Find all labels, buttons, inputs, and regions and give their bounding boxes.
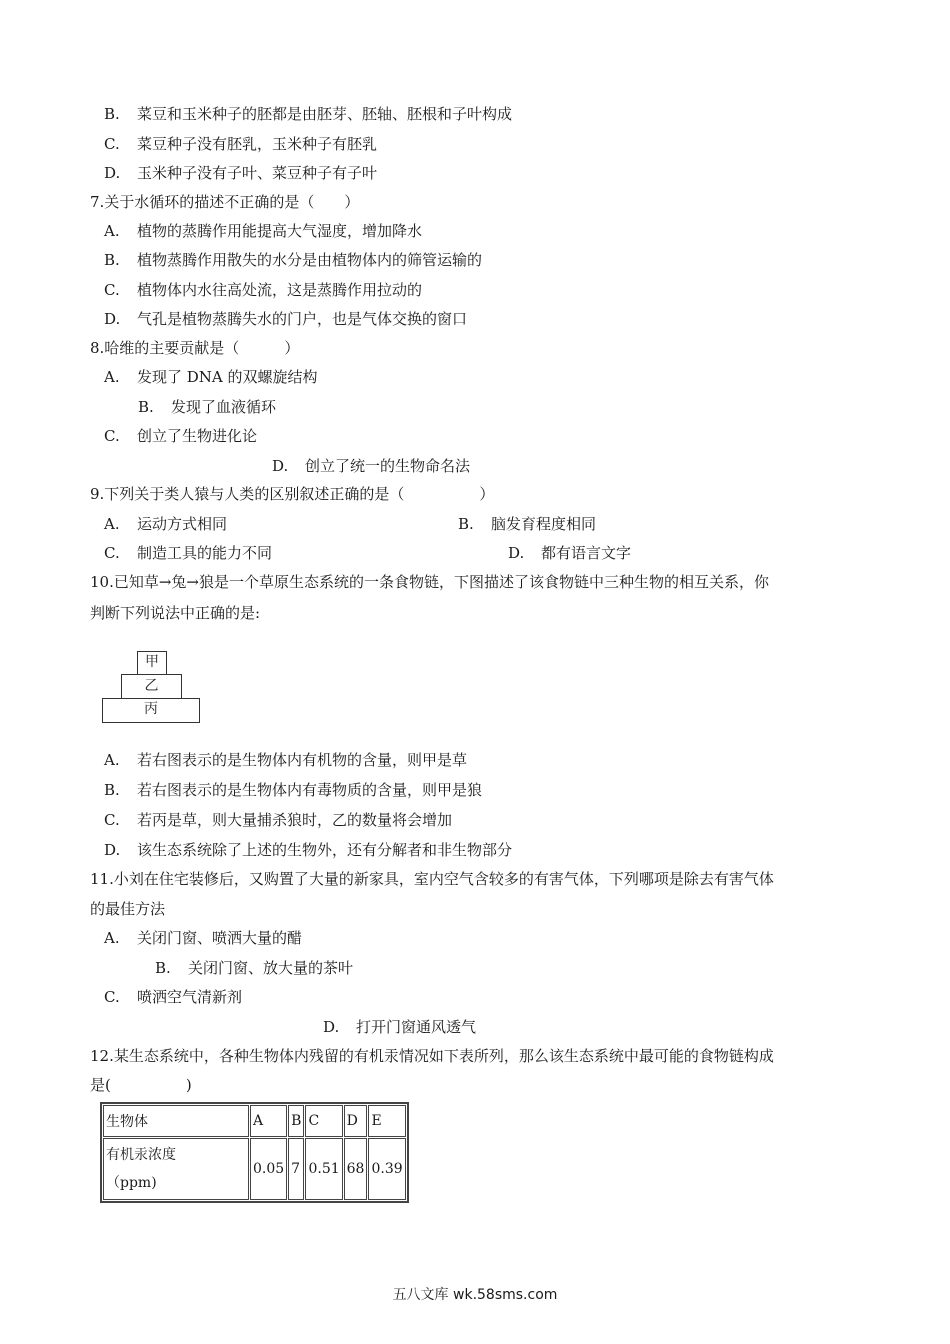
q10-option-d: D. 该生态系统除了上述的生物外，还有分解者和非生物部分 (104, 841, 513, 859)
q7-option-c: C. 植物体内水往高处流，这是蒸腾作用拉动的 (104, 281, 423, 299)
q8-option-c: C. 创立了生物进化论 (104, 427, 258, 445)
q9-option-c: C. 制造工具的能力不同 (104, 544, 273, 562)
q7-option-a: A. 植物的蒸腾作用能提高大气湿度，增加降水 (104, 222, 423, 240)
table-header-b: B (288, 1105, 304, 1137)
table-header-label: 生物体 (103, 1105, 249, 1137)
q9-option-a: A. 运动方式相同 (104, 515, 228, 533)
table-value-e: 0.39 (368, 1138, 405, 1200)
table-header-e: E (368, 1105, 405, 1137)
table-row-label-main: 有机汞浓度 (106, 1147, 176, 1163)
q11-option-c: C. 喷洒空气清新剂 (104, 988, 243, 1006)
table-row (103, 1105, 406, 1137)
q9-stem: 9.下列关于类人猿与人类的区别叙述正确的是（ ） (90, 485, 495, 503)
q10-stem-line1: 10.已知草→兔→狼是一个草原生态系统的一条食物链，下图描述了该食物链中三种生物的相互关系，你 (90, 573, 769, 591)
q11-option-a: A. 关闭门窗、喷洒大量的醋 (104, 929, 303, 947)
q7-option-b: B. 植物蒸腾作用散失的水分是由植物体内的筛管运输的 (104, 251, 483, 269)
pyramid-bottom: 丙 (102, 698, 200, 723)
q10-option-b: B. 若右图表示的是生物体内有毒物质的含量，则甲是狼 (104, 781, 483, 799)
q11-stem-line2: 的最佳方法 (90, 900, 166, 918)
q11-option-d: D. 打开门窗通风透气 (323, 1018, 477, 1036)
q6-option-b: B. 菜豆和玉米种子的胚都是由胚芽、胚轴、胚根和子叶构成 (104, 105, 513, 123)
table-row-label (103, 1138, 249, 1200)
q8-stem: 8.哈维的主要贡献是（ ） (90, 339, 300, 357)
q8-option-d: D. 创立了统一的生物命名法 (272, 457, 471, 475)
q11-option-b: B. 关闭门窗、放大量的茶叶 (155, 959, 354, 977)
table-value-b: 7 (288, 1138, 304, 1200)
footer-watermark: 五八文库 wk.58sms.com (392, 1287, 558, 1303)
pyramid-top: 甲 (137, 651, 167, 675)
q10-option-a: A. 若右图表示的是生物体内有机物的含量，则甲是草 (104, 751, 468, 769)
q6-option-d: D. 玉米种子没有子叶、菜豆种子有子叶 (104, 164, 378, 182)
table-value-d: 68 (344, 1138, 368, 1200)
table-value-a: 0.05 (250, 1138, 287, 1200)
q8-option-b: B. 发现了血液循环 (138, 398, 277, 416)
q6-option-c: C. 菜豆种子没有胚乳，玉米种子有胚乳 (104, 135, 378, 153)
q10-option-c: C. 若丙是草，则大量捕杀狼时，乙的数量将会增加 (104, 811, 453, 829)
q7-option-d: D. 气孔是植物蒸腾失水的门户，也是气体交换的窗口 (104, 310, 468, 328)
q12-stem-line2: 是( ) (90, 1076, 192, 1094)
pyramid-middle: 乙 (121, 674, 182, 700)
table-header-c: C (305, 1105, 342, 1137)
q9-option-b: B. 脑发育程度相同 (458, 515, 597, 533)
q8-option-a: A. 发现了 DNA 的双螺旋结构 (104, 368, 318, 386)
table-row (103, 1138, 406, 1200)
q12-stem-line1: 12.某生态系统中，各种生物体内残留的有机汞情况如下表所列，那么该生态系统中最可能的食物链构成 (90, 1047, 774, 1065)
table-value-c: 0.51 (305, 1138, 342, 1200)
mercury-table (100, 1102, 409, 1203)
q7-stem: 7.关于水循环的描述不正确的是（ ） (90, 193, 360, 211)
q9-option-d: D. 都有语言文字 (508, 544, 632, 562)
q10-stem-line2: 判断下列说法中正确的是: (90, 604, 261, 622)
table-header-d: D (344, 1105, 368, 1137)
q11-stem-line1: 11.小刘在住宅装修后，又购置了大量的新家具，室内空气含较多的有害气体，下列哪项是除去有害气体 (90, 870, 774, 888)
table-row-label-unit: （ppm) (106, 1175, 157, 1191)
table-header-a: A (250, 1105, 287, 1137)
